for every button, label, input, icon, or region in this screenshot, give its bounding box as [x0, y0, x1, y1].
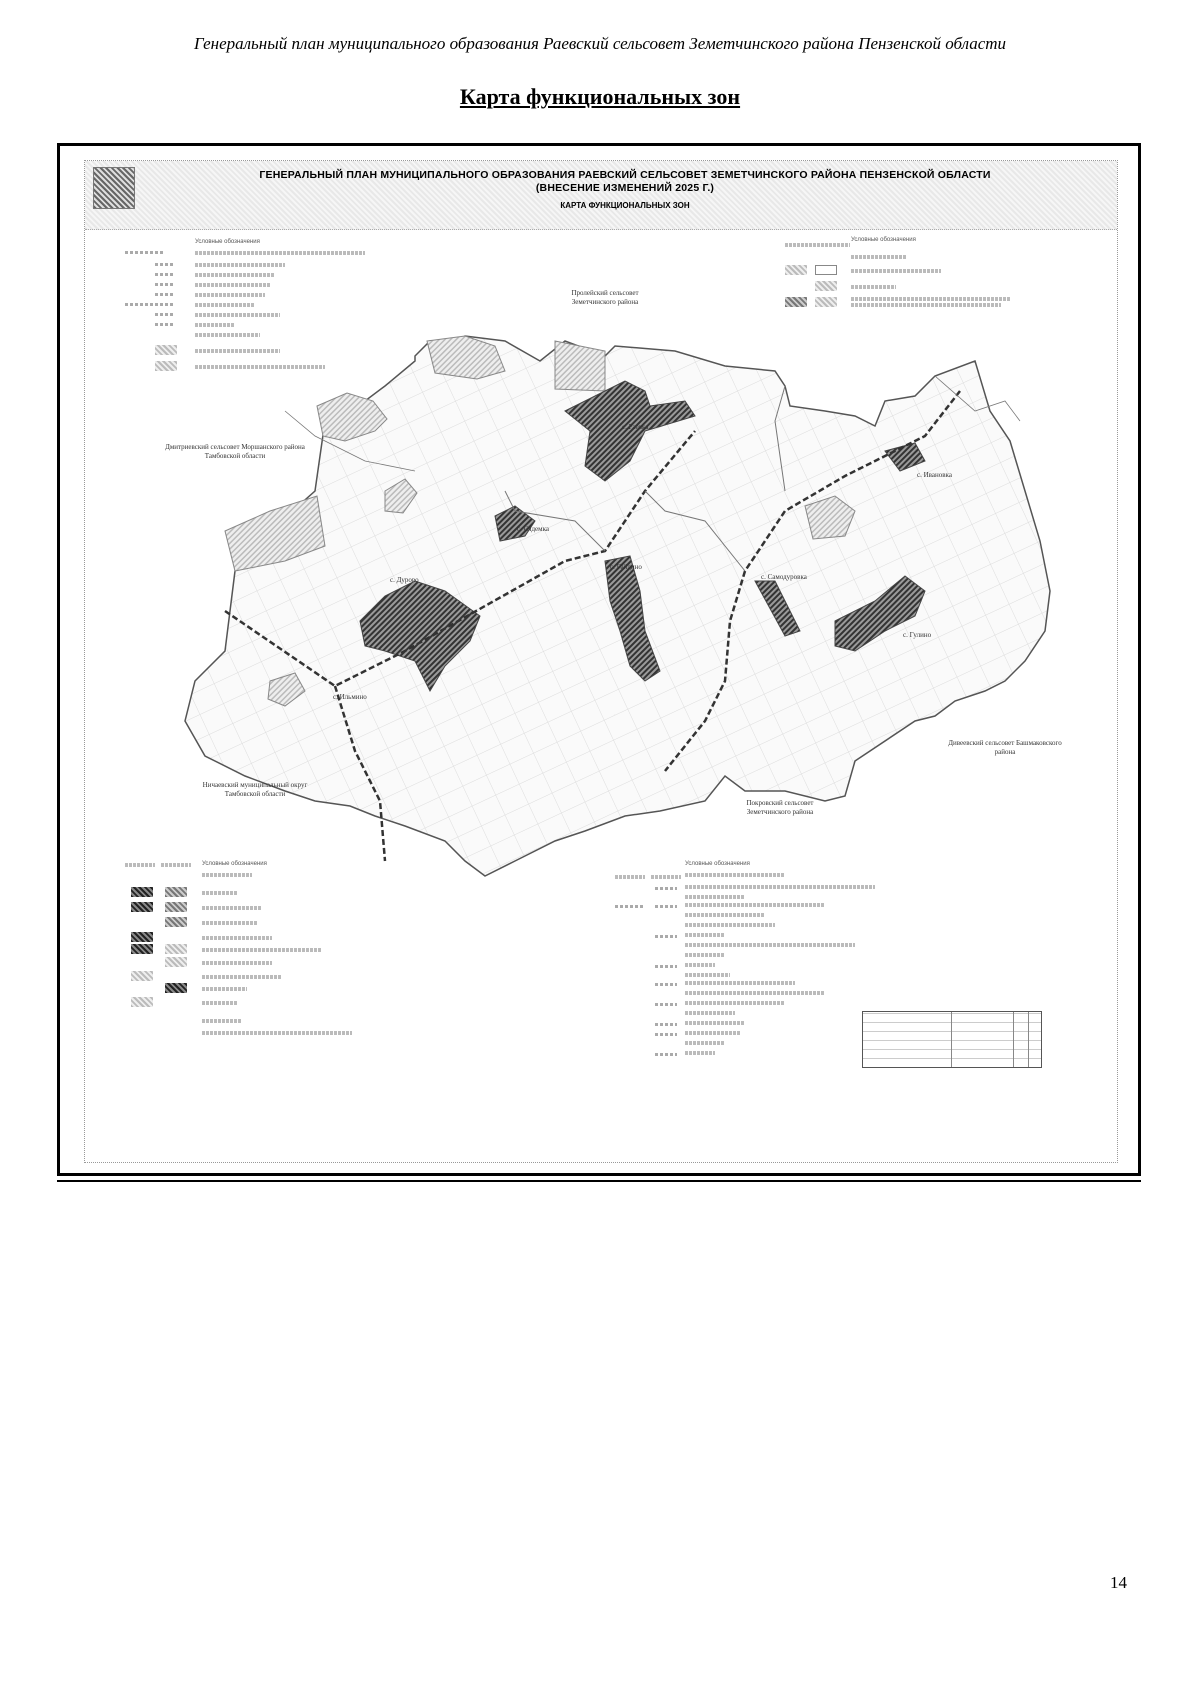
- place-ivanovka: с. Ивановка: [917, 471, 952, 479]
- legend-title: Условные обозначения: [195, 239, 260, 245]
- legend-title-bottom: Условные обозначения: [202, 861, 267, 867]
- map-heading-line2: (ВНЕСЕНИЕ ИЗМЕНЕНИЙ 2025 Г.): [535, 182, 715, 194]
- place-ilmino: с. Ильмино: [333, 693, 367, 701]
- place-syademka: с. Сядемка: [517, 525, 549, 533]
- page-number: 14: [1110, 1573, 1127, 1592]
- place-durovo: с. Дурово: [390, 576, 419, 584]
- running-header: Генеральный план муниципального образования Раевский сельсовет Земетчинского района Пензенской области: [193, 34, 1007, 53]
- place-samodurovka: с. Самодуровка: [761, 573, 807, 581]
- map-subheading: КАРТА ФУНКЦИОНАЛЬНЫХ ЗОН: [560, 201, 690, 210]
- place-diveevsky: Дивеевский сельсовет Башмаковского района: [948, 739, 1062, 756]
- place-gulino: с. Гулино: [903, 631, 932, 639]
- place-dmitrievsky: Дмитриевский сельсовет Моршанского района Тамбовской области: [165, 443, 305, 460]
- place-nichaevsky: Ничаевский муниципальный округ Тамбовской области: [202, 781, 308, 798]
- place-gaydino: с. Гайдино: [610, 563, 642, 571]
- legend-title-bottom-right: Условные обозначения: [685, 861, 750, 867]
- place-raevka: с. Раевка: [622, 423, 649, 431]
- place-proley: Пролейский сельсовет Земетчинского района: [571, 289, 639, 306]
- place-pokrovsky: Покровский сельсовет Земетчинского района: [746, 799, 814, 816]
- section-title: Карта функциональных зон: [459, 84, 741, 109]
- frame-bottom-rule: [57, 1180, 1141, 1182]
- map-heading-line1: ГЕНЕРАЛЬНЫЙ ПЛАН МУНИЦИПАЛЬНОГО ОБРАЗОВАНИЯ РАЕВСКИЙ СЕЛЬСОВЕТ ЗЕМЕТЧИНСКОГО РАЙОНА ПЕНЗЕНСКОЙ ОБЛАСТИ: [259, 169, 991, 181]
- legend-title-right: Условные обозначения: [851, 237, 916, 243]
- title-stamp: [862, 1011, 1042, 1068]
